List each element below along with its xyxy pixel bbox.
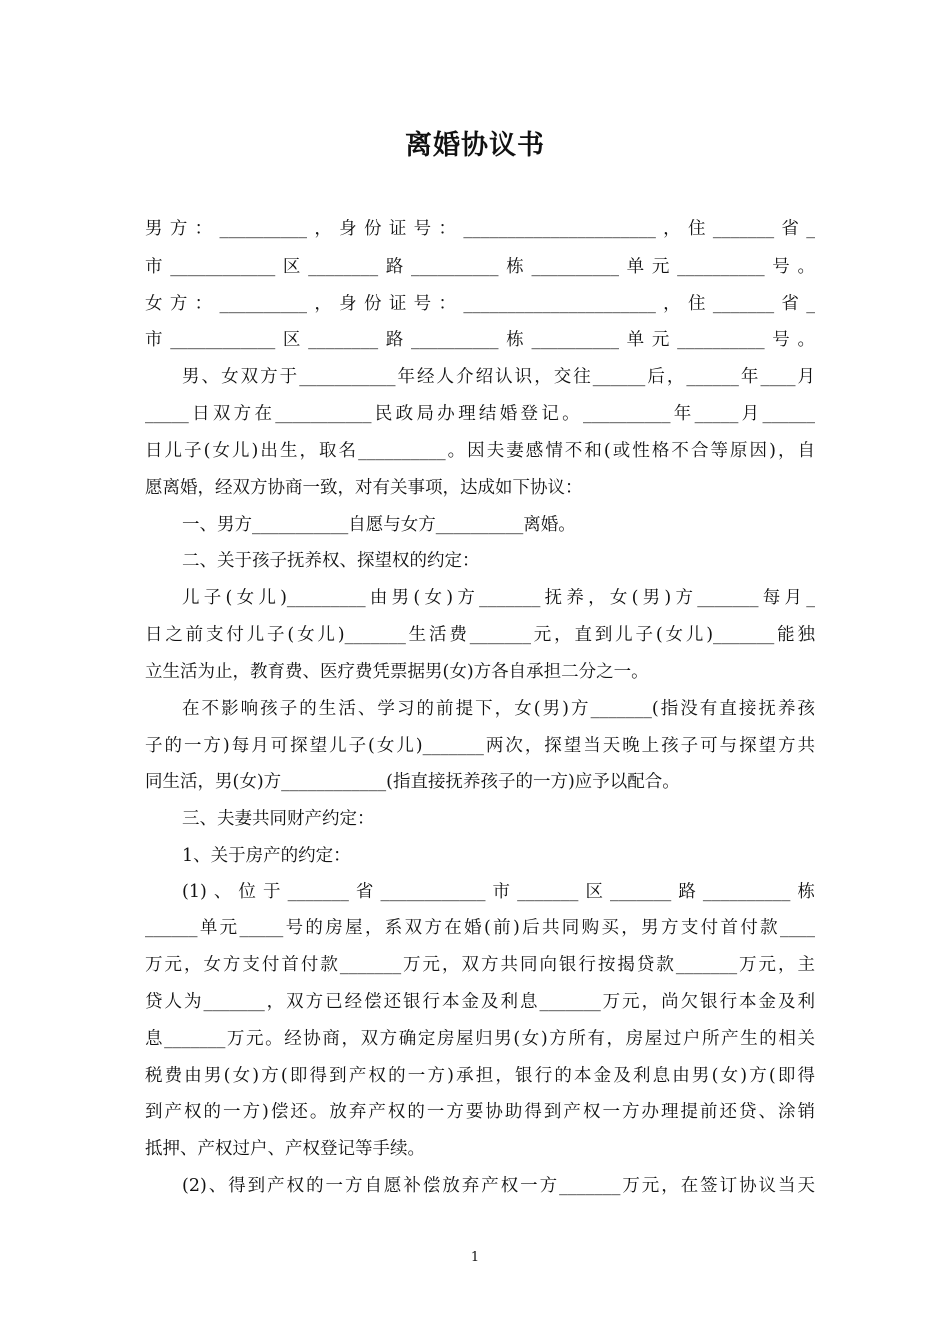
paragraph-line: ______单元_____号的房屋，系双方在婚(前)后共同购买，男方支付首付款____ xyxy=(145,918,815,938)
paragraph-line: 女方：__________，身份证号：______________________，住_______省_ xyxy=(145,294,815,314)
paragraph-line: 同生活，男(女)方____________(指直接抚养孩子的一方)应予以配合。 xyxy=(145,772,680,792)
paragraph-line: 愿离婚，经双方协商一致，对有关事项，达成如下协议： xyxy=(145,478,583,498)
paragraph-line: 日儿子(女儿)出生，取名__________。因夫妻感情不和(或性格不合等原因)，自 xyxy=(145,441,815,461)
paragraph-line: 息_______万元。经协商，双方确定房屋归男(女)方所有，房屋过户所产生的相关 xyxy=(145,1029,815,1049)
paragraph-line: 一、男方___________自愿与女方__________离婚。 xyxy=(182,515,576,535)
section-heading: 二、关于孩子抚养权、探望权的约定： xyxy=(182,551,480,571)
document-title: 离婚协议书 xyxy=(405,130,545,161)
paragraph-line: 万元，女方支付首付款_______万元，双方共同向银行按揭贷款_______万元，主 xyxy=(145,955,815,975)
paragraph-line: 抵押、产权过户、产权登记等手续。 xyxy=(145,1139,425,1159)
paragraph-line: _____日双方在___________民政局办理结婚登记。__________年_____月______ xyxy=(145,404,815,424)
paragraph-line: 市____________区________路__________栋__________单元__________号。 xyxy=(145,330,815,350)
paragraph-line: 到产权的一方)偿还。放弃产权的一方要协助得到产权一方办理提前还贷、涂销 xyxy=(145,1102,815,1122)
paragraph-line: 立生活为止，教育费、医疗费凭票据男(女)方各自承担二分之一。 xyxy=(145,662,649,682)
paragraph-line: 儿子(女儿)_________由男(女)方_______抚养，女(男)方_______每月_ xyxy=(182,588,815,608)
paragraph-line: 子的一方)每月可探望儿子(女儿)_______两次，探望当天晚上孩子可与探望方共 xyxy=(145,736,815,756)
paragraph-line: 男、女双方于___________年经人介绍认识，交往______后，______年____月 xyxy=(182,367,815,387)
paragraph-line: 男方：__________，身份证号：______________________，住_______省_ xyxy=(145,219,815,239)
paragraph-line: 贷人为_______，双方已经偿还银行本金及利息_______万元，尚欠银行本金及利 xyxy=(145,992,815,1012)
page-number: 1 xyxy=(470,1250,480,1265)
section-heading: 三、夫妻共同财产约定： xyxy=(182,809,375,829)
paragraph-line: 市____________区________路__________栋__________单元__________号。 xyxy=(145,257,815,277)
paragraph-line: 在不影响孩子的生活、学习的前提下，女(男)方_______(指没有直接抚养孩 xyxy=(182,699,815,719)
paragraph-line: 日之前支付儿子(女儿)_______生活费_______元，直到儿子(女儿)_______能独 xyxy=(145,625,815,645)
paragraph-line: 税费由男(女)方(即得到产权的一方)承担，银行的本金及利息由男(女)方(即得 xyxy=(145,1066,815,1086)
section-heading: 1、关于房产的约定： xyxy=(182,846,351,866)
paragraph-line: (1)、位于_______省____________市_______区_______路__________栋 xyxy=(182,882,815,902)
paragraph-line: (2)、得到产权的一方自愿补偿放弃产权一方_______万元，在签订协议当天 xyxy=(182,1176,815,1196)
